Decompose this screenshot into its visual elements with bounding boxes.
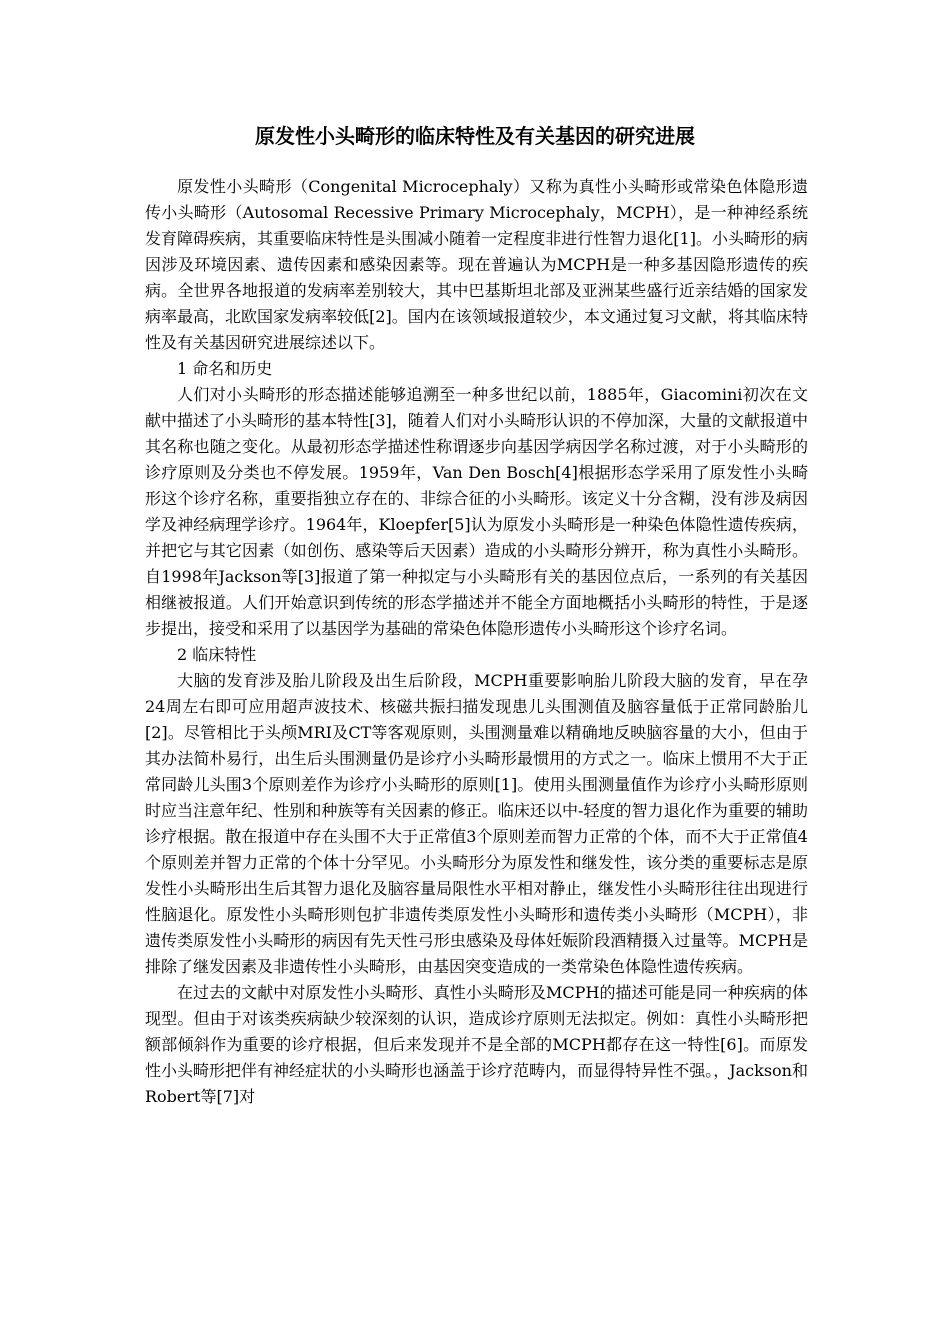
section-heading-clinical-features: 2 临床特性 — [177, 645, 257, 664]
document-title: 原发性小头畸形的临床特性及有关基因的研究进展 — [255, 124, 695, 148]
intro-paragraph: 原发性小头畸形（Congenital Microcephaly）又称为真性小头畸形或常染色体隐形遗传小头畸形（Autosomal Recessive Primary Microcephaly，MCPH），是一种神经系统发育障碍疾病，其重要临床特性是头围减小随着一定程度非进行性智力退化[1]。小头畸形的病因涉及环境因素、遗传因素和感染因素等。现在普遍认为MCPH是一种多基因隐形遗传的疾病。全世界各地报道的发病率差别较大，其中巴基斯坦北部及亚洲某些盛行近亲结婚的国家发病率最高，北欧国家发病率较低[2]。国内在该领域报道较少，本文通过复习文献，将其临床特性及有关基因研究进展综述以下。 — [145, 177, 808, 352]
clinical-paragraph: 大脑的发育涉及胎儿阶段及出生后阶段，MCPH重要影响胎儿阶段大脑的发育，早在孕24周左右即可应用超声波技术、核磁共振扫描发现患儿头围测值及脑容量低于正常同龄胎儿[2]。尽管相比于头颅MRI及CT等客观原则，头围测量难以精确地反映脑容量的大小，但由于其办法简朴易行，出生后头围测量仍是诊疗小头畸形最惯用的方式之一。临床上惯用不大于正常同龄儿头围3个原则差作为诊疗小头畸形的原则[1]。使用头围测量值作为诊疗小头畸形原则时应当注意年纪、性别和种族等有关因素的修正。临床还以中-轻度的智力退化作为重要的辅助诊疗根据。散在报道中存在头围不大于正常值3个原则差而智力正常的个体，而不大于正常值4个原则差并智力正常的个体十分罕见。小头畸形分为原发性和继发性，该分类的重要标志是原发性小头畸形出生后其智力退化及脑容量局限性水平相对静止，继发性小头畸形往往出现进行性脑退化。原发性小头畸形则包扩非遗传类原发性小头畸形和遗传类小头畸形（MCPH），非遗传类原发性小头畸形的病因有先天性弓形虫感染及母体妊娠阶段酒精摄入过量等。MCPH是排除了继发因素及非遗传性小头畸形，由基因突变造成的一类常染色体隐性遗传疾病。 — [145, 671, 808, 976]
section-heading-naming-history: 1 命名和历史 — [177, 359, 273, 378]
document-body — [145, 174, 808, 1110]
terminology-paragraph: 在过去的文献中对原发性小头畸形、真性小头畸形及MCPH的描述可能是同一种疾病的体现型。但由于对该类疾病缺少较深刻的认识，造成诊疗原则无法拟定。例如：真性小头畸形把额部倾斜作为重要的诊疗根据，但后来发现并不是全部的MCPH都存在这一特性[6]。而原发性小头畸形把伴有神经症状的小头畸形也涵盖于诊疗范畴内，而显得特异性不强。，Jackson和Robert等[7]对 — [145, 983, 808, 1106]
history-paragraph: 人们对小头畸形的形态描述能够追溯至一种多世纪以前，1885年，Giacomini初次在文献中描述了小头畸形的基本特性[3]，随着人们对小头畸形认识的不停加深，大量的文献报道中其名称也随之变化。从最初形态学描述性称谓逐步向基因学病因学名称过渡，对于小头畸形的诊疗原则及分类也不停发展。1959年，Van Den Bosch[4]根据形态学采用了原发性小头畸形这个诊疗名称，重要指独立存在的、非综合征的小头畸形。该定义十分含糊，没有涉及病因学及神经病理学诊疗。1964年，Kloepfer[5]认为原发小头畸形是一种染色体隐性遗传疾病，并把它与其它因素（如创伤、感染等后天因素）造成的小头畸形分辨开，称为真性小头畸形。自1998年Jackson等[3]报道了第一种拟定与小头畸形有关的基因位点后，一系列的有关基因相继被报道。人们开始意识到传统的形态学描述并不能全方面地概括小头畸形的特性，于是逐步提出，接受和采用了以基因学为基础的常染色体隐形遗传小头畸形这个诊疗名词。 — [145, 385, 808, 638]
